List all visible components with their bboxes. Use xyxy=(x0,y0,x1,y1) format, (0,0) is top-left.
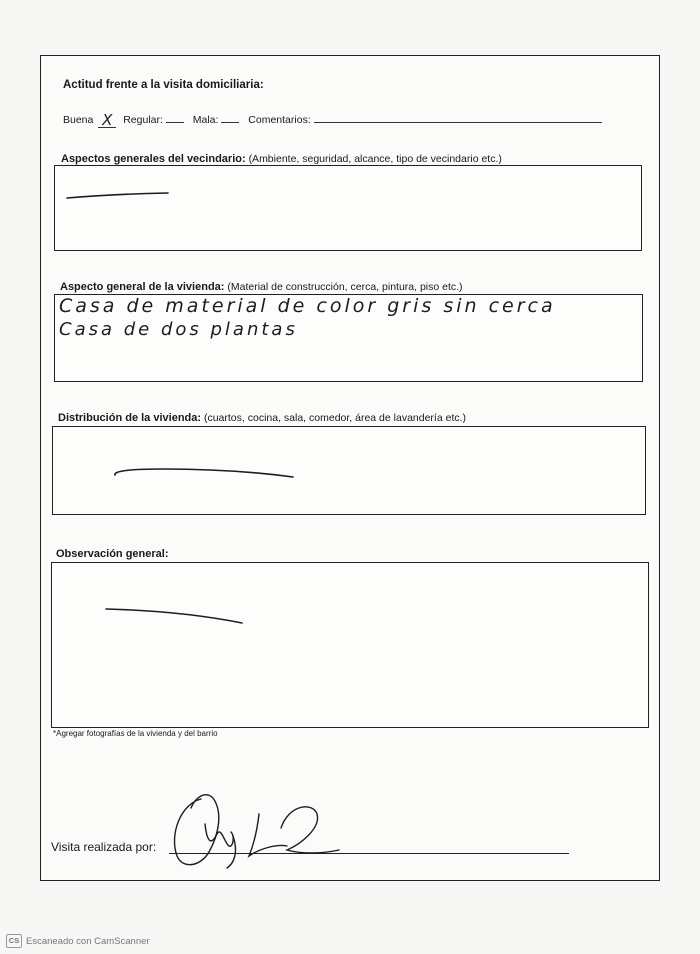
distribution-hint: (cuartos, cocina, sala, comedor, área de lavandería etc.) xyxy=(203,412,467,424)
housing-heading: Aspecto general de la vivienda: xyxy=(60,281,225,293)
form-page xyxy=(40,55,660,881)
housing-hint: (Material de construcción, cerca, pintura, piso etc.) xyxy=(227,281,463,293)
regular-label: Regular: xyxy=(123,114,163,126)
comentarios-label: Comentarios: xyxy=(248,114,311,126)
scanner-footer-text: Escaneado con CamScanner xyxy=(26,935,150,947)
housing-heading-row xyxy=(60,281,463,293)
mala-label: Mala: xyxy=(192,114,219,126)
observation-heading: Observación general: xyxy=(56,548,169,560)
housing-answer-line2: Casa de dos plantas xyxy=(59,319,298,340)
attitude-options-row xyxy=(63,109,643,128)
neighborhood-dash-stroke xyxy=(55,166,643,252)
distribution-heading: Distribución de la vivienda: xyxy=(58,412,202,424)
observation-dash-stroke xyxy=(52,563,650,729)
signature-label: Visita realizada por: xyxy=(51,840,157,854)
camscanner-logo-icon: CS xyxy=(6,934,22,948)
buena-checkbox[interactable] xyxy=(98,109,116,128)
buena-label: Buena xyxy=(63,114,94,126)
distribution-answer-box[interactable] xyxy=(52,426,646,515)
neighborhood-hint: (Ambiente, seguridad, alcance, tipo de vecindario etc.) xyxy=(248,153,502,165)
housing-answer-box[interactable] xyxy=(54,294,643,382)
housing-answer-line1: Casa de material de color gris sin cerca xyxy=(59,295,556,317)
mala-blank[interactable] xyxy=(221,121,239,123)
distribution-dash-stroke xyxy=(53,427,647,516)
regular-blank[interactable] xyxy=(166,121,184,123)
scanner-footer xyxy=(6,934,150,948)
comentarios-blank[interactable] xyxy=(314,121,602,123)
neighborhood-answer-box[interactable] xyxy=(54,165,642,251)
buena-mark: X xyxy=(102,111,113,129)
neighborhood-heading: Aspectos generales del vecindario: xyxy=(61,153,246,165)
attitude-heading: Actitud frente a la visita domiciliaria: xyxy=(63,79,264,91)
neighborhood-heading-row xyxy=(61,153,502,165)
photo-note: *Agregar fotografías de la vivienda y del barrio xyxy=(53,729,218,738)
observation-answer-box[interactable] xyxy=(51,562,649,728)
distribution-heading-row xyxy=(58,412,466,424)
signature-scribble xyxy=(161,784,361,874)
